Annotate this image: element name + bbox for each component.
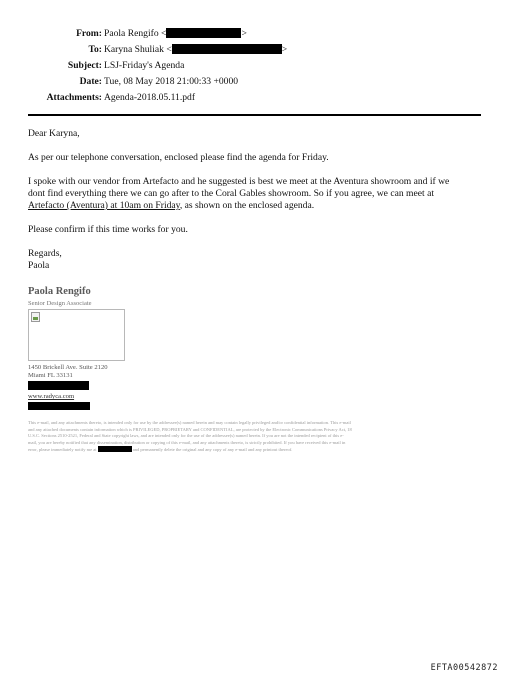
address-line-2: Miami FL 33131: [28, 372, 73, 379]
broken-image-icon: [31, 312, 40, 322]
paragraph-1: As per our telephone conversation, enclosed please find the agenda for Friday.: [28, 152, 329, 163]
header-divider: [28, 114, 481, 116]
date-label: Date:: [79, 76, 102, 87]
subject-label: Subject:: [67, 60, 102, 71]
to-label: To:: [88, 44, 102, 55]
redaction-box: [172, 44, 282, 54]
redaction-box: [98, 446, 132, 452]
redaction-box: [28, 381, 89, 390]
broken-image-placeholder: [28, 309, 125, 361]
subject-value: LSJ-Friday's Agenda: [104, 60, 185, 71]
document-id: EFTA00542872: [430, 663, 498, 673]
closing-name: Paola: [28, 260, 50, 271]
date-value: Tue, 08 May 2018 21:00:33 +0000: [104, 76, 239, 87]
from-label: From:: [76, 28, 102, 39]
redaction-box: [28, 402, 90, 410]
signature-title: Senior Design Associate: [28, 300, 92, 307]
address-line-1: 1450 Brickell Ave. Suite 2120: [28, 364, 108, 371]
attachments-label: Attachments:: [46, 92, 102, 103]
greeting: Dear Karyna,: [28, 128, 80, 139]
from-value: Paola Rengifo < >: [104, 28, 247, 39]
attachment-filename[interactable]: Agenda-2018.05.11.pdf: [104, 92, 196, 103]
signature-name: Paola Rengifo: [28, 286, 91, 297]
website-link[interactable]: www.radyca.com: [28, 393, 75, 400]
email-body: [28, 128, 483, 272]
to-value: Karyna Shuliak < >: [104, 44, 288, 55]
closing: Regards,: [28, 248, 62, 259]
disclaimer: This e-mail, and any attachments thereto, is intended only for use by the addressee(s) named herein and may contain legally privileged and/or confidential information. This e-mail and any attached documents contain information which is PRIVILEGED, PROPRIETARY and CONFIDENTIAL, are protected by the Electronic Communications Privacy Act, 18 U.S.C. Sections 2510-2521, Federal and State copyright laws, and are intended only for the use of the addressee(s) named herein. If you are not the intended recipient of this e- mail, you are hereby notified that any dissemination, distribution or copying of this e-mail, and any attachments thereto, is strictly prohibited. If you have received this e-mail in error, please immediately notify me at and permanently delete the original and any copy of any e-mail and any printout thereof.: [28, 420, 352, 452]
redaction-box: [166, 28, 241, 38]
paragraph-3: Please confirm if this time works for you.: [28, 224, 188, 235]
meeting-detail: Artefacto (Aventura) at 10am on Friday: [28, 200, 180, 211]
paragraph-2: I spoke with our vendor from Artefacto and he suggested is best we meet at the Aventura showroom and if we dont find everything there we can go after to the Coral Gables showroom. So if you agree, we can meet at Artefacto (Aventura) at 10am on Friday, as shown on the enclosed agenda.: [28, 176, 450, 211]
